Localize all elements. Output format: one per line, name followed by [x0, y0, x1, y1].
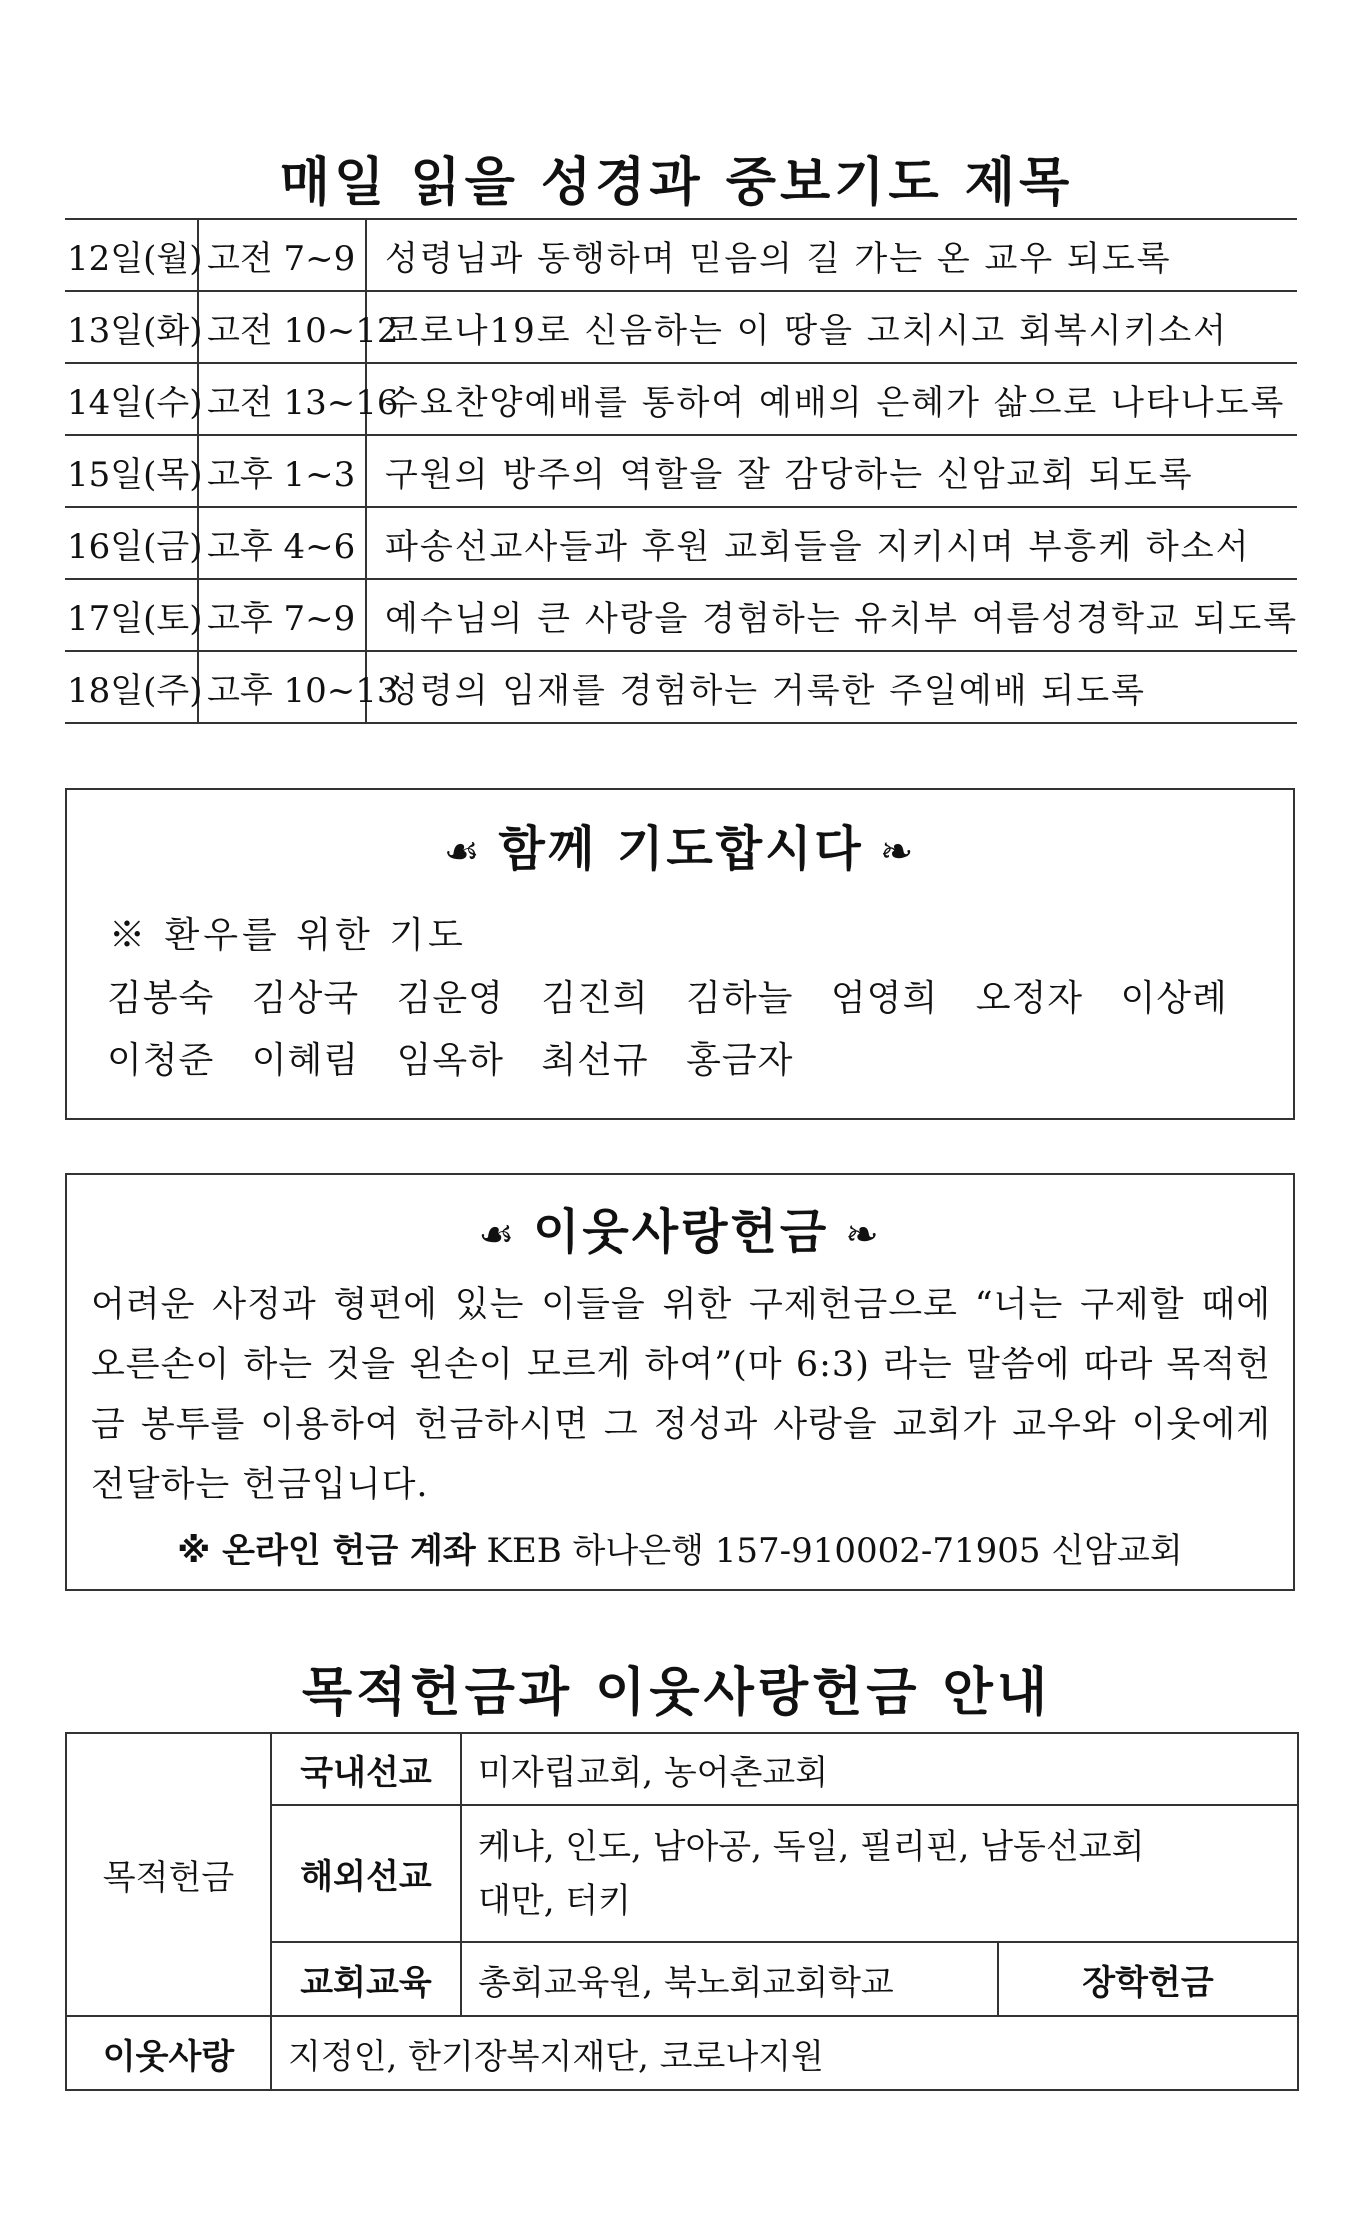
patient-name: 이상례	[1120, 978, 1228, 1019]
patient-name: 엄영희	[830, 978, 939, 1019]
neighbor-offering-text: 어려운 사정과 형편에 있는 이들을 위한 구제헌금으로 “너는 구제할 때에 오른손이 하는 것을 왼손이 모르게 하여”(마 6:3) 라는 말씀에 따라 목적헌금 봉투를 이용하여 헌금하시면 그 정성과 사랑을 교회가 교우와 이웃에게 전달하는 헌금입니다.	[91, 1285, 1271, 1505]
church-education-value: 총회교육원, 북노회교회학교	[461, 1942, 998, 2016]
prayer-cell: 예수님의 큰 사랑을 경험하는 유치부 여름성경학교 되도록	[366, 579, 1297, 651]
prayer-title-text: 함께 기도합시다	[498, 821, 864, 877]
prayer-subtitle: ※ 환우를 위한 기도	[109, 915, 467, 956]
overseas-mission-label: 해외선교	[271, 1805, 461, 1942]
daily-reading-table	[65, 218, 1297, 724]
patient-name: 김상국	[251, 978, 360, 1019]
prayer-box-title	[67, 810, 1293, 879]
day-cell: 13일(화)	[65, 291, 198, 363]
prayer-box	[65, 788, 1295, 1120]
patient-name: 오정자	[975, 978, 1084, 1019]
schedule-row	[65, 219, 1297, 291]
prayer-cell: 성령의 임재를 경험하는 거룩한 주일예배 되도록	[366, 651, 1297, 723]
purpose-offering-label: 목적헌금	[66, 1733, 271, 2016]
reading-cell: 고전 10~12	[198, 291, 366, 363]
overseas-line-1: 케냐, 인도, 남아공, 독일, 필리핀, 남동선교회	[478, 1826, 1145, 1867]
church-education-label: 교회교육	[271, 1942, 461, 2016]
patient-name: 이청준	[107, 1040, 215, 1081]
online-account	[67, 1523, 1293, 1572]
day-cell: 16일(금)	[65, 507, 198, 579]
schedule-row	[65, 363, 1297, 435]
ornament-left-icon: ☙	[478, 1212, 518, 1258]
neighbor-offering-box	[65, 1173, 1295, 1591]
scholarship-label: 장학헌금	[998, 1942, 1298, 2016]
patient-name: 임옥하	[396, 1040, 504, 1081]
prayer-cell: 코로나19로 신음하는 이 땅을 고치시고 회복시키소서	[366, 291, 1297, 363]
ornament-right-icon: ❧	[879, 829, 917, 875]
schedule-row	[65, 579, 1297, 651]
ornament-left-icon: ☙	[443, 829, 483, 875]
patient-names	[107, 968, 1267, 1092]
offering-guide-table	[65, 1732, 1299, 2091]
day-cell: 18일(주)	[65, 651, 198, 723]
patient-name: 김봉숙	[107, 978, 215, 1019]
patient-name: 김운영	[396, 978, 504, 1019]
neighbor-offering-title	[67, 1193, 1293, 1262]
domestic-mission-label: 국내선교	[271, 1733, 461, 1805]
patient-name: 김하늘	[686, 978, 794, 1019]
reading-cell: 고후 4~6	[198, 507, 366, 579]
reading-cell: 고전 13~16	[198, 363, 366, 435]
day-cell: 14일(수)	[65, 363, 198, 435]
schedule-row	[65, 435, 1297, 507]
overseas-mission-value	[461, 1805, 1298, 1942]
overseas-line-2: 대만, 터키	[478, 1880, 631, 1921]
reading-cell: 고후 10~13	[198, 651, 366, 723]
neighbor-title-text: 이웃사랑헌금	[533, 1204, 830, 1260]
schedule-row	[65, 651, 1297, 723]
neighbor-love-label: 이웃사랑	[66, 2016, 271, 2090]
prayer-cell: 파송선교사들과 후원 교회들을 지키시며 부흥케 하소서	[366, 507, 1297, 579]
schedule-row	[65, 507, 1297, 579]
reading-cell: 고후 1~3	[198, 435, 366, 507]
offering-guide-title: 목적헌금과 이웃사랑헌금 안내	[301, 1663, 1052, 1723]
reading-cell: 고전 7~9	[198, 219, 366, 291]
prayer-cell: 구원의 방주의 역할을 잘 감당하는 신암교회 되도록	[366, 435, 1297, 507]
day-cell: 17일(토)	[65, 579, 198, 651]
patient-name: 이혜림	[251, 1040, 360, 1081]
reading-cell: 고후 7~9	[198, 579, 366, 651]
schedule-row	[65, 291, 1297, 363]
neighbor-love-value: 지정인, 한기장복지재단, 코로나지원	[271, 2016, 1298, 2090]
ornament-right-icon: ❧	[845, 1212, 882, 1258]
account-label: ※ 온라인 헌금 계좌	[177, 1531, 476, 1571]
daily-reading-title: 매일 읽을 성경과 중보기도 제목	[279, 153, 1074, 213]
patient-name: 최선규	[541, 1040, 649, 1081]
prayer-cell: 성령님과 동행하며 믿음의 길 가는 온 교우 되도록	[366, 219, 1297, 291]
patient-name: 홍금자	[686, 1040, 794, 1081]
domestic-mission-value: 미자립교회, 농어촌교회	[461, 1733, 1298, 1805]
day-cell: 15일(목)	[65, 435, 198, 507]
prayer-cell: 수요찬양예배를 통하여 예배의 은혜가 삶으로 나타나도록	[366, 363, 1297, 435]
patient-name: 김진희	[541, 978, 649, 1019]
account-value: KEB 하나은행 157-910002-71905 신암교회	[486, 1531, 1183, 1571]
day-cell: 12일(월)	[65, 219, 198, 291]
